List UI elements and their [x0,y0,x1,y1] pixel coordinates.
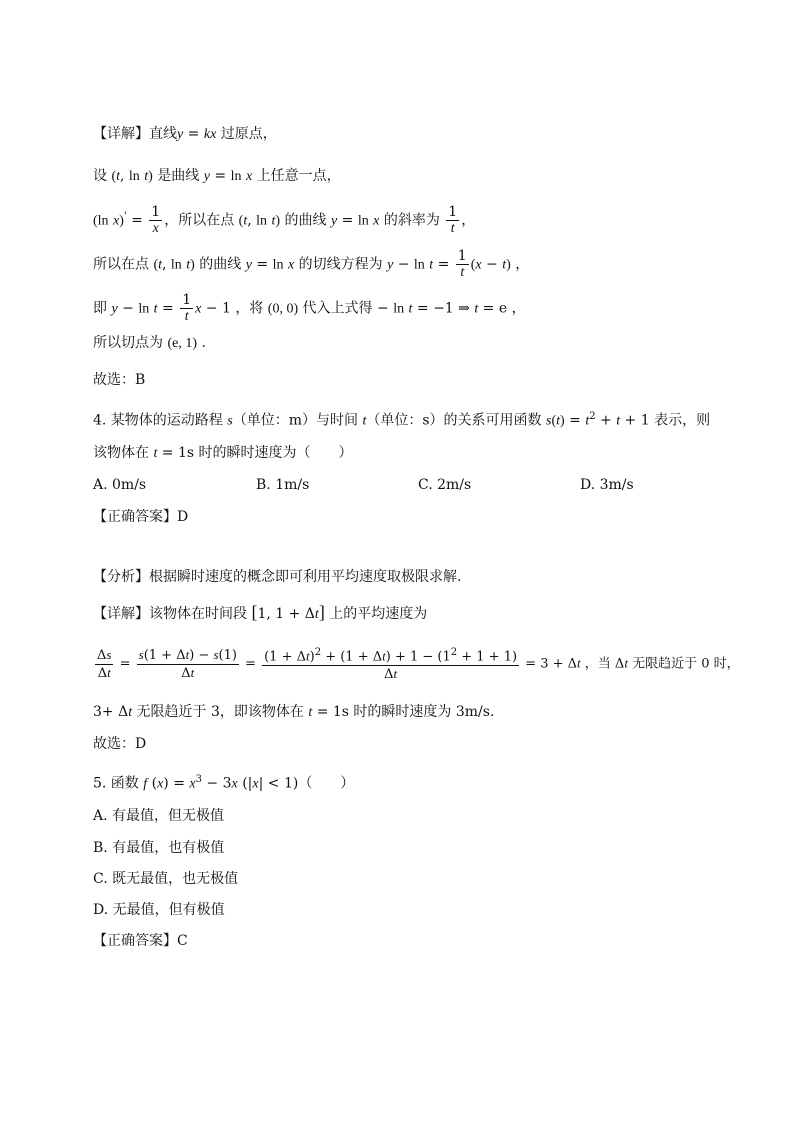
detail-line-3: (ln x)' = $\frac{1}{x}$ ，所以在点 (t, ln t) 的曲线 y = ln x 的斜率为 $\frac{1}{t}$ ， [93,204,476,236]
detail-line-5: 即 y − ln t = $\frac{1}{t}$ x − 1 ，将 (0, 0) 代入上式得 − ln t = −1 ⇒ t = e ， [93,292,526,324]
detail-line-1: 【详解】直线y = kx 过原点， [93,126,277,142]
detail-line-6: 所以切点为 (e, 1) . [93,335,206,351]
q5-stem: 5. 函数 f $(x) = x^3 - 3x$ (|x| < 1)（ ） [93,774,355,792]
q4-option-a: A. 0m/s [93,477,147,493]
q4-detail: 【详解】该物体在时间段 [1, 1 + Δt] 上的平均速度为 [93,602,428,622]
q4-option-b: B. 1m/s [256,477,310,493]
detail-line-4: 所以在点 (t, ln t) 的曲线 y = ln x 的切线方程为 y − ln t = $\frac{1}{t}$ (x − t) ， [93,248,530,280]
analysis-label: 【分析】 [93,569,149,585]
detail-line-2: 设 (t, ln t) 是曲线 y = ln x 上任意一点， [93,168,341,184]
q4-option-d: D. 3m/s [580,477,634,493]
q5-option-a: A. 有最值，但无极值 [93,808,225,824]
q4-option-c: C. 2m/s [418,477,472,493]
q4-formula: $\frac{\Delta s}{\Delta t}$ = $\frac{s(1 + \Delta t) - s(1)}{\Delta t}$ = $\frac{(1 + \Delta t)^2 + (1 + \Delta t) + 1 - (1^2 + 1 + 1)}{\Delta t}$ = 3 + Δt ，当 Δt 无限趋近于 0 时， [97,646,740,683]
q4-choice: 故选：D [93,736,147,752]
detail-label: 【详解】直线 [93,126,177,142]
q5-answer: 【正确答案】C [93,933,188,949]
q5-option-d: D. 无最值，但有极值 [93,902,225,918]
q4-stem-line-1: 4. 某物体的运动路程 s（单位：m）与时间 t（单位：s）的关系可用函数 $s(t) = t^2 + t + 1$ 表示，则 [93,411,711,429]
q4-stem-line-2: 该物体在 t = 1s 时的瞬时速度为（ ） [93,445,353,461]
q4-analysis: 【分析】根据瞬时速度的概念即可利用平均速度取极限求解. [93,569,462,585]
q5-option-c: C. 既无最值，也无极值 [93,871,239,887]
q4-conclusion: 3+ Δt 无限趋近于 3，即该物体在 t = 1s 时的瞬时速度为 3m/s. [93,704,495,720]
q5-option-b: B. 有最值，也有极值 [93,840,225,856]
detail-choice: 故选：B [93,372,146,388]
q4-answer: 【正确答案】D [93,509,189,525]
